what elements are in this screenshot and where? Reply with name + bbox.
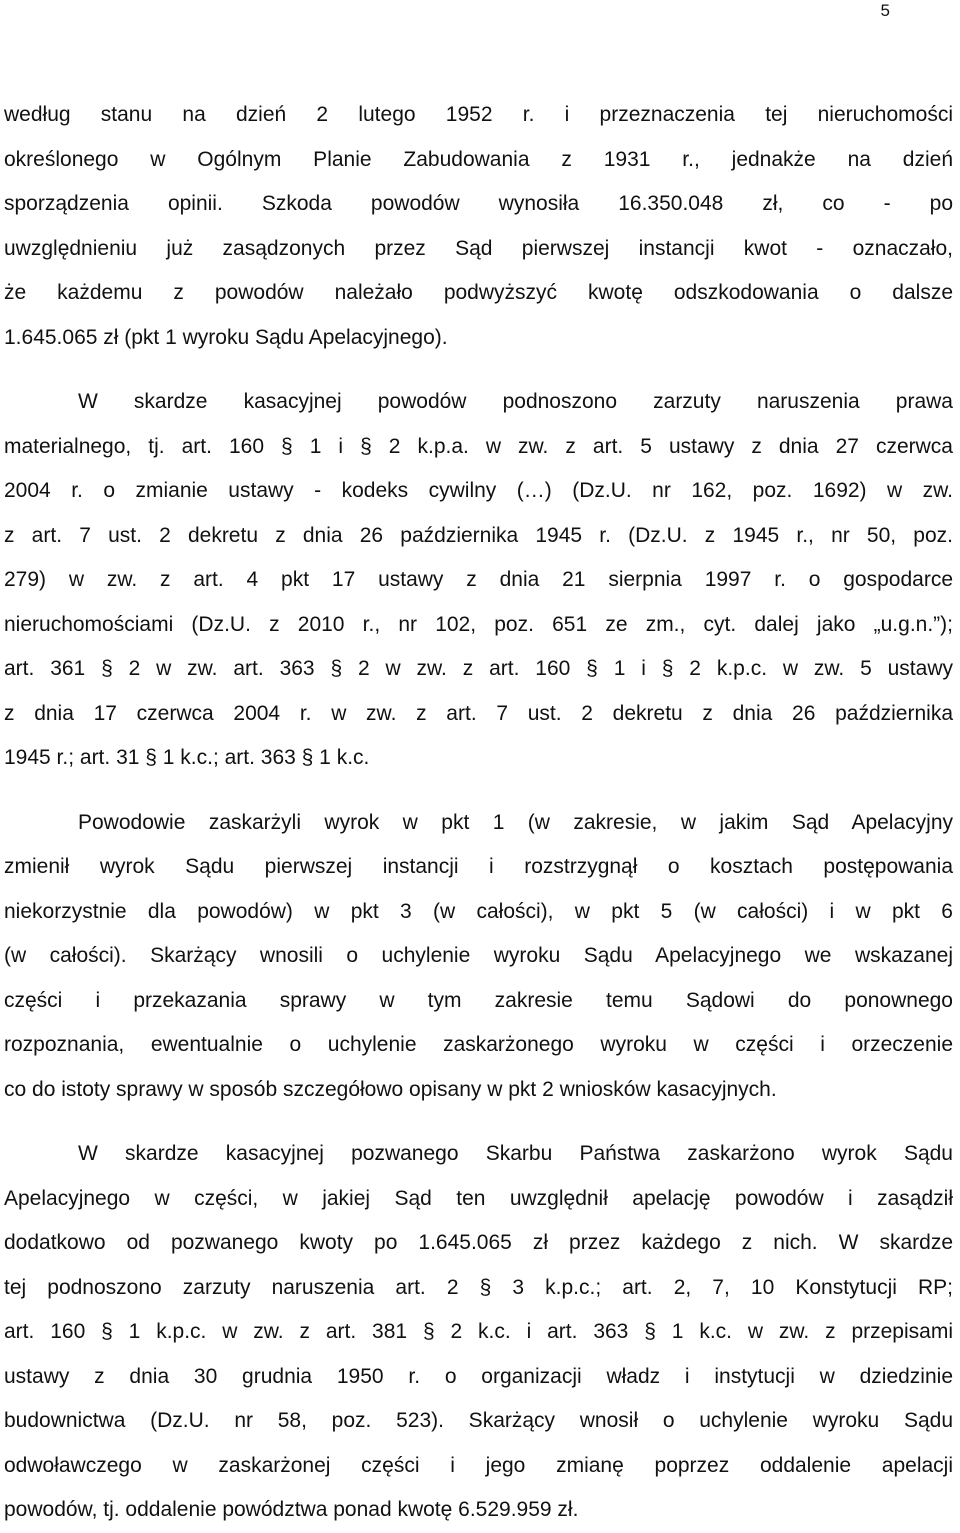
text-line: Apelacyjnego w części, w jakiej Sąd ten uwzględnił apelację powodów i zasądził — [4, 1186, 953, 1210]
text-line: art. 160 § 1 k.p.c. w zw. z art. 381 § 2 k.c. i art. 363 § 1 k.c. w zw. z przepisami — [4, 1320, 953, 1343]
paragraph-gap — [4, 781, 953, 801]
text-line: rozpoznania, ewentualnie o uchylenie zaskarżonego wyroku w części i orzeczenie — [4, 1033, 953, 1056]
text-line: budownictwa (Dz.U. nr 58, poz. 523). Skarżący wnosił o uchylenie wyroku Sądu — [4, 1409, 953, 1432]
text-line: W skardze kasacyjnej pozwanego Skarbu Państwa zaskarżono wyrok Sądu — [78, 1142, 953, 1165]
text-line: uwzględnieniu już zasądzonych przez Sąd pierwszej instancji kwot - oznaczało, — [4, 236, 953, 260]
text-line: 1.645.065 zł (pkt 1 wyroku Sądu Apelacyjnego). — [4, 325, 448, 349]
text-line: określonego w Ogólnym Planie Zabudowania z 1931 r., jednakże na dzień — [4, 147, 953, 171]
text-line: części i przekazania sprawy w tym zakresie temu Sądowi do ponownego — [4, 988, 953, 1012]
text-line: ustawy z dnia 30 grudnia 1950 r. o organizacji władz i instytucji w dziedzinie — [4, 1364, 953, 1388]
text-line: 279) w zw. z art. 4 pkt 17 ustawy z dnia 21 sierpnia 1997 r. o gospodarce — [4, 568, 953, 591]
text-line: Powodowie zaskarżyli wyrok w pkt 1 (w zakresie, w jakim Sąd Apelacyjny — [78, 810, 953, 834]
text-line: art. 361 § 2 w zw. art. 363 § 2 w zw. z art. 160 § 1 i § 2 k.p.c. w zw. 5 ustawy — [4, 657, 953, 680]
text-line: nieruchomościami (Dz.U. z 2010 r., nr 102, poz. 651 ze zm., cyt. dalej jako „u.g.n.”); — [4, 612, 953, 636]
paragraph-plaintiffs-cassation-charges — [4, 380, 953, 781]
text-line: niekorzystnie dla powodów) w pkt 3 (w całości), w pkt 5 (w całości) i w pkt 6 — [4, 899, 953, 923]
text-line: według stanu na dzień 2 lutego 1952 r. i przeznaczenia tej nieruchomości — [4, 103, 953, 126]
text-line: 2004 r. o zmianie ustawy - kodeks cywilny (…) (Dz.U. nr 162, poz. 1692) w zw. — [4, 479, 953, 502]
text-line: z art. 7 ust. 2 dekretu z dnia 26 października 1945 r. (Dz.U. z 1945 r., nr 50, poz. — [4, 523, 953, 547]
text-line: odwoławczego w zaskarżonej części i jego zmianę poprzez oddalenie apelacji — [4, 1453, 953, 1477]
text-line: co do istoty sprawy w sposób szczegółowo opisany w pkt 2 wniosków kasacyjnych. — [4, 1077, 777, 1101]
paragraph-gap — [4, 360, 953, 380]
text-line: tej podnoszono zarzuty naruszenia art. 2 § 3 k.p.c.; art. 2, 7, 10 Konstytucji RP; — [4, 1275, 953, 1299]
text-line: materialnego, tj. art. 160 § 1 i § 2 k.p.a. w zw. z art. 5 ustawy z dnia 27 czerwca — [4, 434, 953, 458]
paragraph-gap — [4, 1112, 953, 1132]
paragraph-defendant-cassation — [4, 1132, 953, 1533]
text-line: 1945 r.; art. 31 § 1 k.c.; art. 363 § 1 k.c. — [4, 746, 370, 769]
paragraph-plaintiffs-appeal — [4, 801, 953, 1113]
text-line: że każdemu z powodów należało podwyższyć kwotę odszkodowania o dalsze — [4, 281, 953, 304]
page-number: 5 — [880, 1, 890, 20]
text-line: W skardze kasacyjnej powodów podnoszono zarzuty naruszenia prawa — [78, 390, 953, 413]
text-line: (w całości). Skarżący wnosili o uchylenie wyroku Sądu Apelacyjnego we wskazanej — [4, 944, 953, 967]
paragraph-valuation — [4, 93, 953, 360]
text-line: dodatkowo od pozwanego kwoty po 1.645.065 zł przez każdego z nich. W skardze — [4, 1231, 953, 1254]
text-line: zmienił wyrok Sądu pierwszej instancji i rozstrzygnął o kosztach postępowania — [4, 855, 953, 878]
document-body — [4, 93, 953, 1533]
text-line: sporządzenia opinii. Szkoda powodów wynosiła 16.350.048 zł, co - po — [4, 192, 953, 215]
text-line: z dnia 17 czerwca 2004 r. w zw. z art. 7 ust. 2 dekretu z dnia 26 października — [4, 701, 953, 725]
text-line: powodów, tj. oddalenie powództwa ponad kwotę 6.529.959 zł. — [4, 1498, 579, 1521]
